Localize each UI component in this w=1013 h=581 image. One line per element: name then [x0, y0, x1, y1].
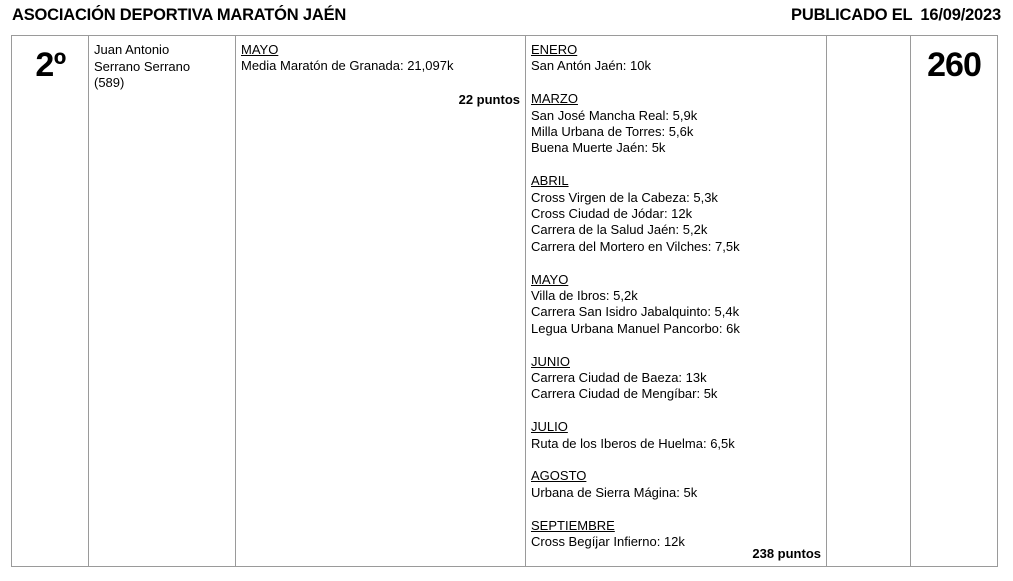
month-label: ABRIL: [531, 173, 569, 189]
club-title: ASOCIACIÓN DEPORTIVA MARATÓN JAÉN: [12, 6, 347, 24]
athlete-name-line1: Juan Antonio: [94, 42, 170, 57]
published-info: [791, 6, 1001, 25]
published-label: PUBLICADO EL: [791, 6, 913, 24]
month-block: [241, 42, 453, 75]
race-entry: Legua Urbana Manuel Pancorbo: 6k: [531, 320, 740, 336]
race-entry: Villa de Ibros: 5,2k: [531, 288, 638, 304]
points-b: 238 puntos: [752, 546, 821, 561]
race-entry: Carrera Ciudad de Baeza: 13k: [531, 370, 707, 386]
month-label: SEPTIEMBRE: [531, 517, 615, 533]
athlete-name: [94, 42, 190, 92]
race-entry: Ruta de los Iberos de Huelma: 6,5k: [531, 435, 735, 451]
race-entry: Carrera de la Salud Jaén: 5,2k: [531, 222, 708, 238]
race-entry: Carrera San Isidro Jabalquinto: 5,4k: [531, 304, 740, 320]
race-entry: Cross Virgen de la Cabeza: 5,3k: [531, 189, 718, 205]
race-entry: Media Maratón de Granada: 21,097k: [241, 58, 454, 74]
races-cell-a: [236, 36, 526, 566]
empty-cell: [827, 36, 911, 566]
month-block: [531, 91, 740, 157]
race-entry: Milla Urbana de Torres: 5,6k: [531, 124, 694, 140]
race-entry: Cross Begíjar Infierno: 12k: [531, 534, 685, 550]
month-block: [531, 419, 740, 452]
race-entry: Carrera Ciudad de Mengíbar: 5k: [531, 386, 718, 402]
athlete-cell: [89, 36, 236, 566]
month-block: [531, 518, 740, 551]
races-cell-b: [526, 36, 827, 566]
month-label: ENERO: [531, 42, 578, 57]
race-entry: Carrera del Mortero en Vilches: 7,5k: [531, 238, 740, 254]
member-number: (589): [94, 75, 125, 90]
races-list-b: [531, 42, 740, 550]
ranking-table: [11, 35, 998, 567]
month-label: JULIO: [531, 419, 568, 435]
month-block: [531, 173, 740, 255]
total-cell: [911, 36, 997, 566]
race-entry: San Antón Jaén: 10k: [531, 58, 651, 74]
published-date: 16/09/2023: [920, 6, 1001, 24]
month-block: [531, 42, 740, 75]
month-label: MAYO: [241, 42, 279, 57]
races-list-a: [241, 42, 453, 75]
points-a: 22 puntos: [458, 92, 520, 107]
month-label: AGOSTO: [531, 468, 587, 484]
page-header: [0, 0, 1013, 34]
month-label: JUNIO: [531, 353, 570, 369]
race-entry: Cross Ciudad de Jódar: 12k: [531, 206, 693, 222]
month-label: MAYO: [531, 271, 569, 287]
month-block: [531, 468, 740, 501]
athlete-name-line2: Serrano Serrano: [94, 58, 191, 74]
position-cell: [12, 36, 89, 566]
ranking-position: 2º: [35, 46, 66, 84]
race-entry: Urbana de Sierra Mágina: 5k: [531, 484, 698, 500]
month-label: MARZO: [531, 91, 578, 107]
race-entry: Buena Muerte Jaén: 5k: [531, 140, 666, 156]
total-points: 260: [927, 46, 981, 84]
month-block: [531, 354, 740, 403]
race-entry: San José Mancha Real: 5,9k: [531, 107, 698, 123]
month-block: [531, 272, 740, 338]
